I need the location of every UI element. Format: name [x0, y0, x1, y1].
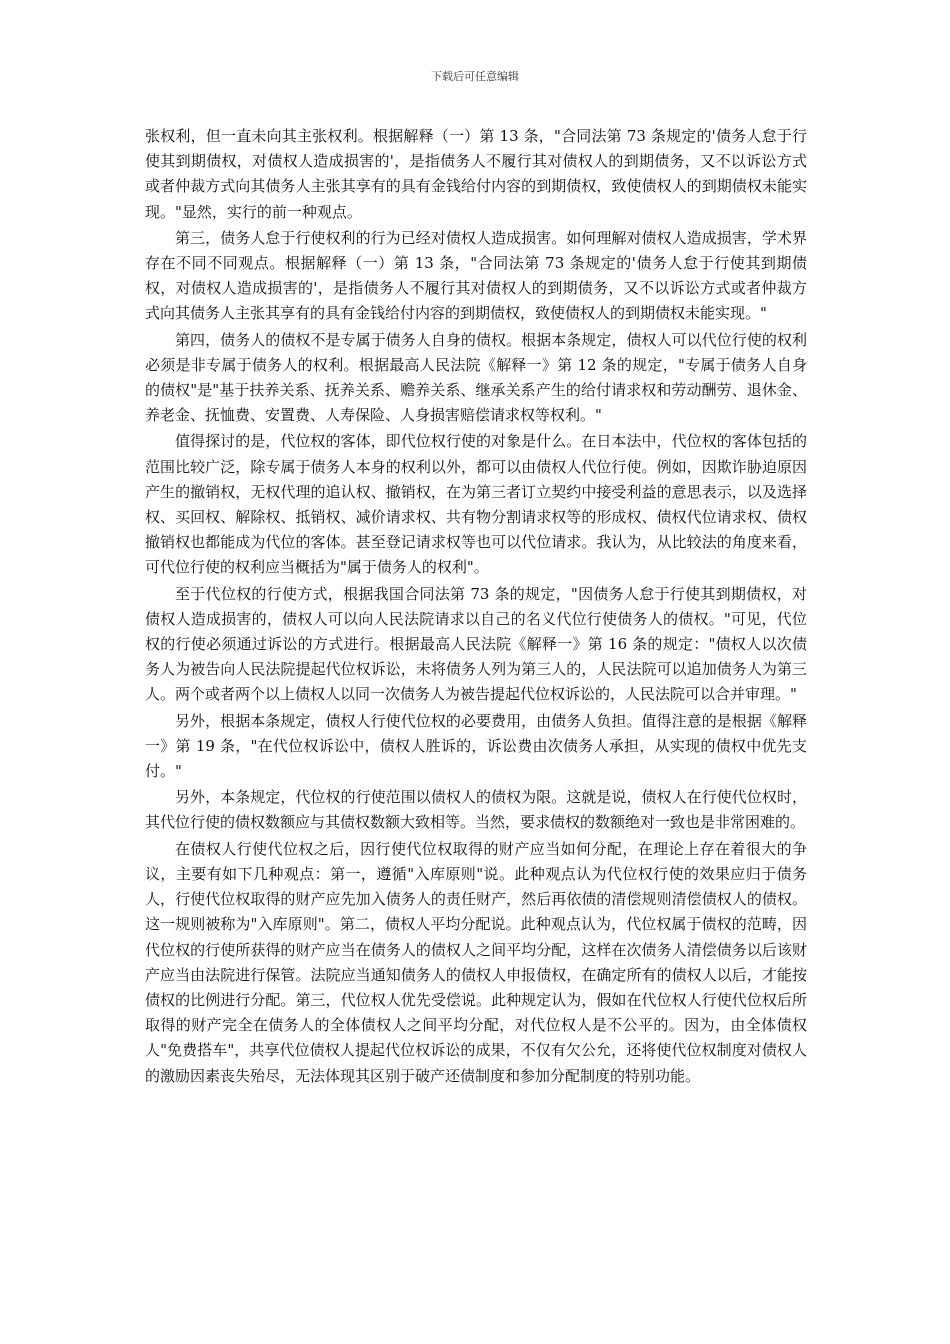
paragraph: 第三，债务人怠于行使权利的行为已经对债权人造成损害。如何理解对债权人造成损害，学术界存在不同不同观点。根据解释（一）第 13 条，"合同法第 73 条规定的'债务人怠于行使其到期债权，对债权人造成损害的'，是指债务人不履行其对债权人的到期债务，又不以诉讼方式或者仲裁方式向其债务人主张其享有的具有金钱给付内容的到期债权，致使债权人的到期债权未能实现。" [145, 228, 807, 323]
paragraph: 在债权人行使代位权之后，因行使代位权取得的财产应当如何分配，在理论上存在着很大的争议，主要有如下几种观点：第一，遵循"入库原则"说。此种观点认为代位权行使的效果应归于债务人，行使代位权取得的财产应先加入债务人的责任财产，然后再依债的清偿规则清偿债权人的债权。这一规则被称为"入库原则"。第二，债权人平均分配说。此种观点认为，代位权属于债权的范畴，因代位权的行使所获得的财产应当在债务人的债权人之间平均分配，这样在次债务人清偿债务以后该财产应当由法院进行保管。法院应当通知债务人的债权人申报债权，在确定所有的债权人以后，才能按债权的比例进行分配。第三，代位权人优先受偿说。此种规定认为，假如在代位权人行使代位权后所取得的财产完全在债务人的全体债权人之间平均分配，对代位权人是不公平的。因为，由全体债权人"免费搭车"，共享代位债权人提起代位权诉讼的成果，不仅有欠公允，还将使代位权制度对债权人的激励因素丧失殆尽，无法体现其区别于破产还债制度和参加分配制度的特别功能。 [145, 839, 807, 1085]
document-body [145, 124, 807, 1090]
paragraph: 值得探讨的是，代位权的客体，即代位权行使的对象是什么。在日本法中，代位权的客体包括的范围比较广泛，除专属于债务人本身的权利以外，都可以由债权人代位行使。例如，因欺诈胁迫原因产生的撤销权，无权代理的追认权、撤销权，在为第三者订立契约中接受利益的意思表示，以及选择权、买回权、解除权、抵销权、减价请求权、共有物分割请求权等的形成权、债权代位请求权、债权撤销权也都能成为代位的客体。甚至登记请求权等也可以代位请求。我认为，从比较法的角度来看，可代位行使的权利应当概括为"属于债务人的权利"。 [145, 432, 807, 577]
paragraph: 张权利，但一直未向其主张权利。根据解释（一）第 13 条，"合同法第 73 条规定的'债务人怠于行使其到期债权，对债权人造成损害的'，是指债务人不履行其对债权人的到期债务，又不以诉讼方式或者仲裁方式向其债务人主张其享有的具有金钱给付内容的到期债权，致使债权人的到期债权未能实现。"显然，实行的前一种观点。 [145, 127, 807, 221]
paragraph: 另外，根据本条规定，债权人行使代位权的必要费用，由债务人负担。值得注意的是根据《解释一》第 19 条，"在代位权诉讼中，债权人胜诉的，诉讼费由次债务人承担，从实现的债权中优先支付。" [145, 711, 807, 781]
page-header: 下载后可任意编辑 [431, 70, 519, 83]
paragraph: 另外，本条规定，代位权的行使范围以债权人的债权为限。这就是说，债权人在行使代位权时，其代位行使的债权数额应与其债权数额大致相等。当然，要求债权的数额绝对一致也是非常困难的。 [145, 788, 807, 832]
paragraph: 第四，债务人的债权不是专属于债务人自身的债权。根据本条规定，债权人可以代位行使的权利必须是非专属于债务人的权利。根据最高人民法院《解释一》第 12 条的规定，"专属于债务人自身的债权"是"基于扶养关系、抚养关系、赡养关系、继承关系产生的给付请求权和劳动酬劳、退休金、养老金、抚恤费、安置费、人寿保险、人身损害赔偿请求权等权利。" [145, 330, 807, 425]
paragraph: 至于代位权的行使方式，根据我国合同法第 73 条的规定，"因债务人怠于行使其到期债权，对债权人造成损害的，债权人可以向人民法院请求以自己的名义代位行使债务人的债权。"可见，代位权的行使必须通过诉讼的方式进行。根据最高人民法院《解释一》第 16 条的规定："债权人以次债务人为被告向人民法院提起代位权诉讼，未将债务人列为第三人的，人民法院可以追加债务人为第三人。两个或者两个以上债权人以同一次债务人为被告提起代位权诉讼的，人民法院可以合并审理。" [145, 584, 807, 704]
